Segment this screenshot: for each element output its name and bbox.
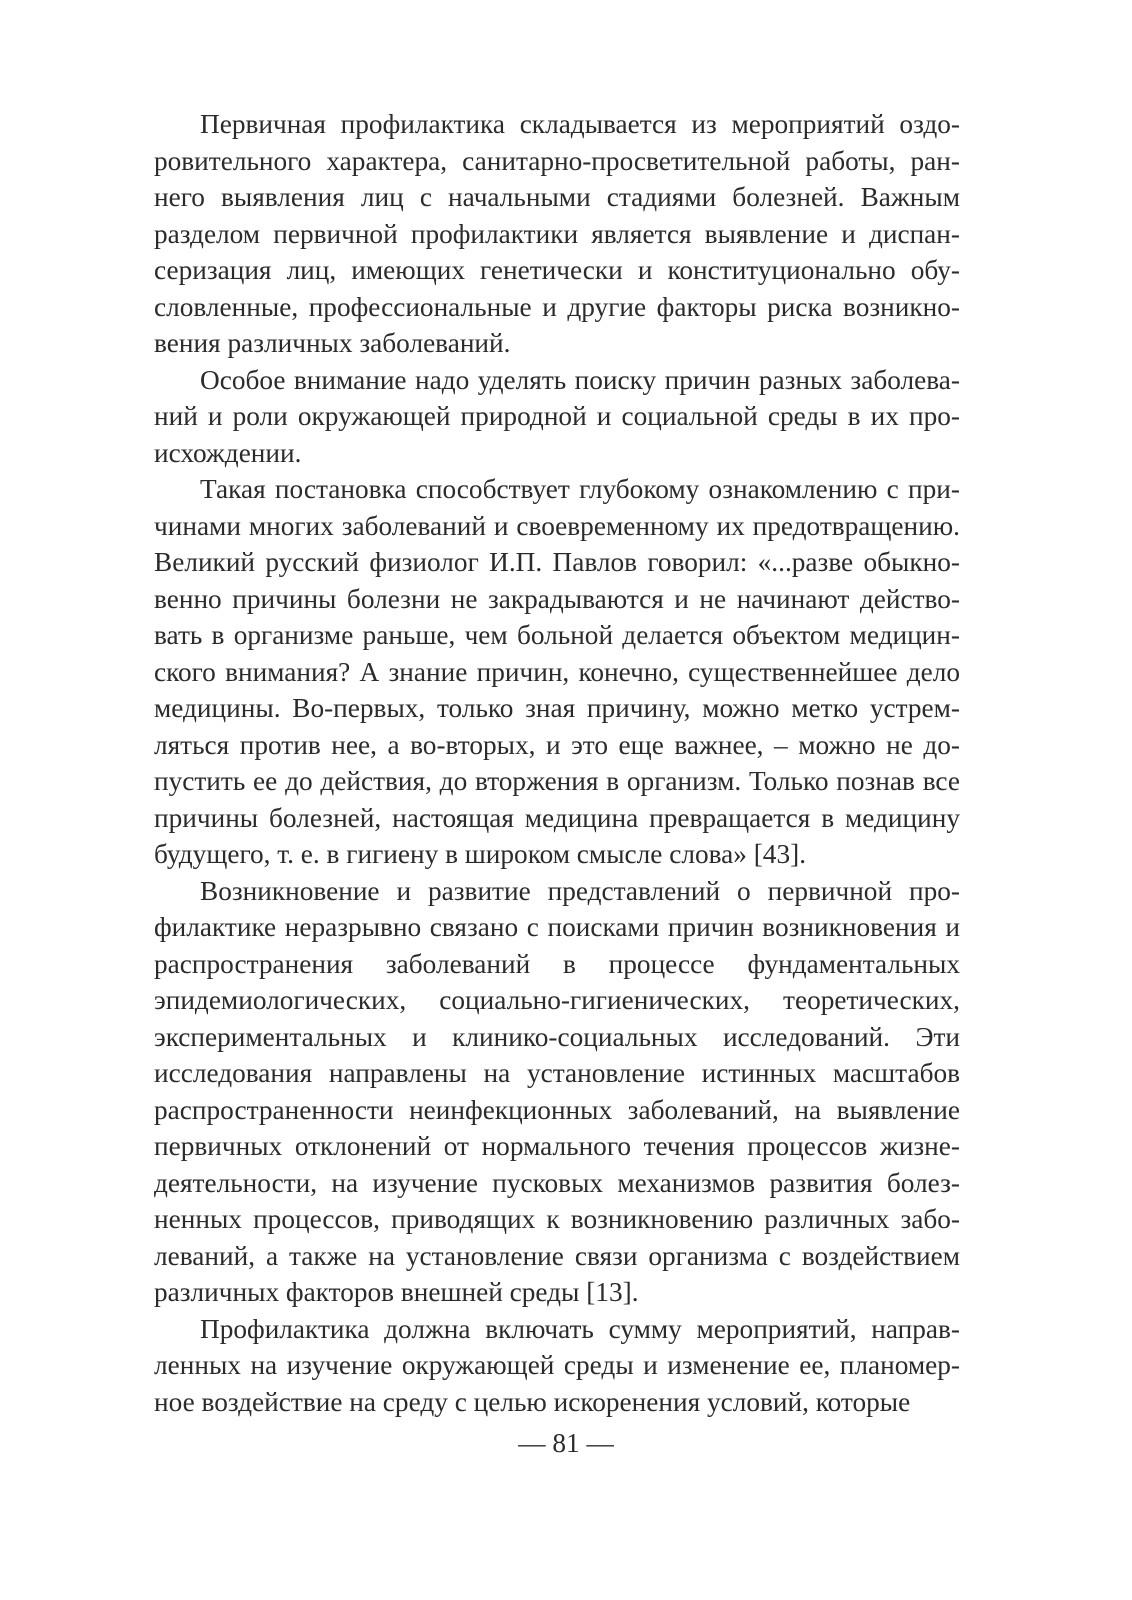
body-text <box>154 106 960 1420</box>
paragraph-primary-prevention: Первичная профилактика складывается из мероприятий оздоровительного характера, санитарно-просветительной работы, раннего выявления лиц с начальными стадиями болезней. Важным разделом первичной профилактики является выявление и диспансеризация лиц, имеющих генетически и конституционально обусловленные, профессиональные и другие факторы риска возникновения различных заболеваний. <box>154 109 960 358</box>
paragraph-pavlov-quote: Такая постановка способствует глубокому ознакомлению с причинами многих заболеваний и своевременному их предотвращению. Великий русский физиолог И.П. Павлов говорил: «...разве обыкновенно причины болезни не закрадываются и не начинают действовать в организме раньше, чем больной делается объектом медицинского внимания? А знание причин, конечно, существеннейшее дело медицины. Во-первых, только зная причину, можно метко устремляться против нее, а во-вторых, и это еще важнее, – можно не допустить ее до действия, до вторжения в организм. Только познав все причины болезней, настоящая медицина превращается в медицину будущего, т. е. в гигиену в широком смысле слова» [43]. <box>154 474 960 869</box>
paragraph-prevention-measures: Профилактика должна включать сумму мероприятий, направленных на изучение окружающей среды и изменение ее, планомерное воздействие на среду с целью искоренения условий, которые <box>154 1313 960 1417</box>
page-number: — 81 — <box>518 1428 614 1458</box>
paragraph-research-origins: Возникновение и развитие представлений о первичной профилактике неразрывно связано с поисками причин возникновения и распространения заболеваний в процессе фундаментальных эпидемиологических, социально-гигиенических, теоретических, экспериментальных и клинико-социальных исследований. Эти исследования направлены на установление истинных масштабов распространенности неинфекционных заболеваний, на выявление первичных отклонений от нормального течения процессов жизнедеятельности, на изучение пусковых механизмов развития болезненных процессов, приводящих к возникновению различных заболеваний, а также на установление связи организма с воздействием различных факторов внешней среды [13]. <box>154 875 960 1307</box>
paragraph-special-attention: Особое внимание надо уделять поиску причин разных заболеваний и роли окружающей природной и социальной среды в их происхождении. <box>154 364 960 468</box>
